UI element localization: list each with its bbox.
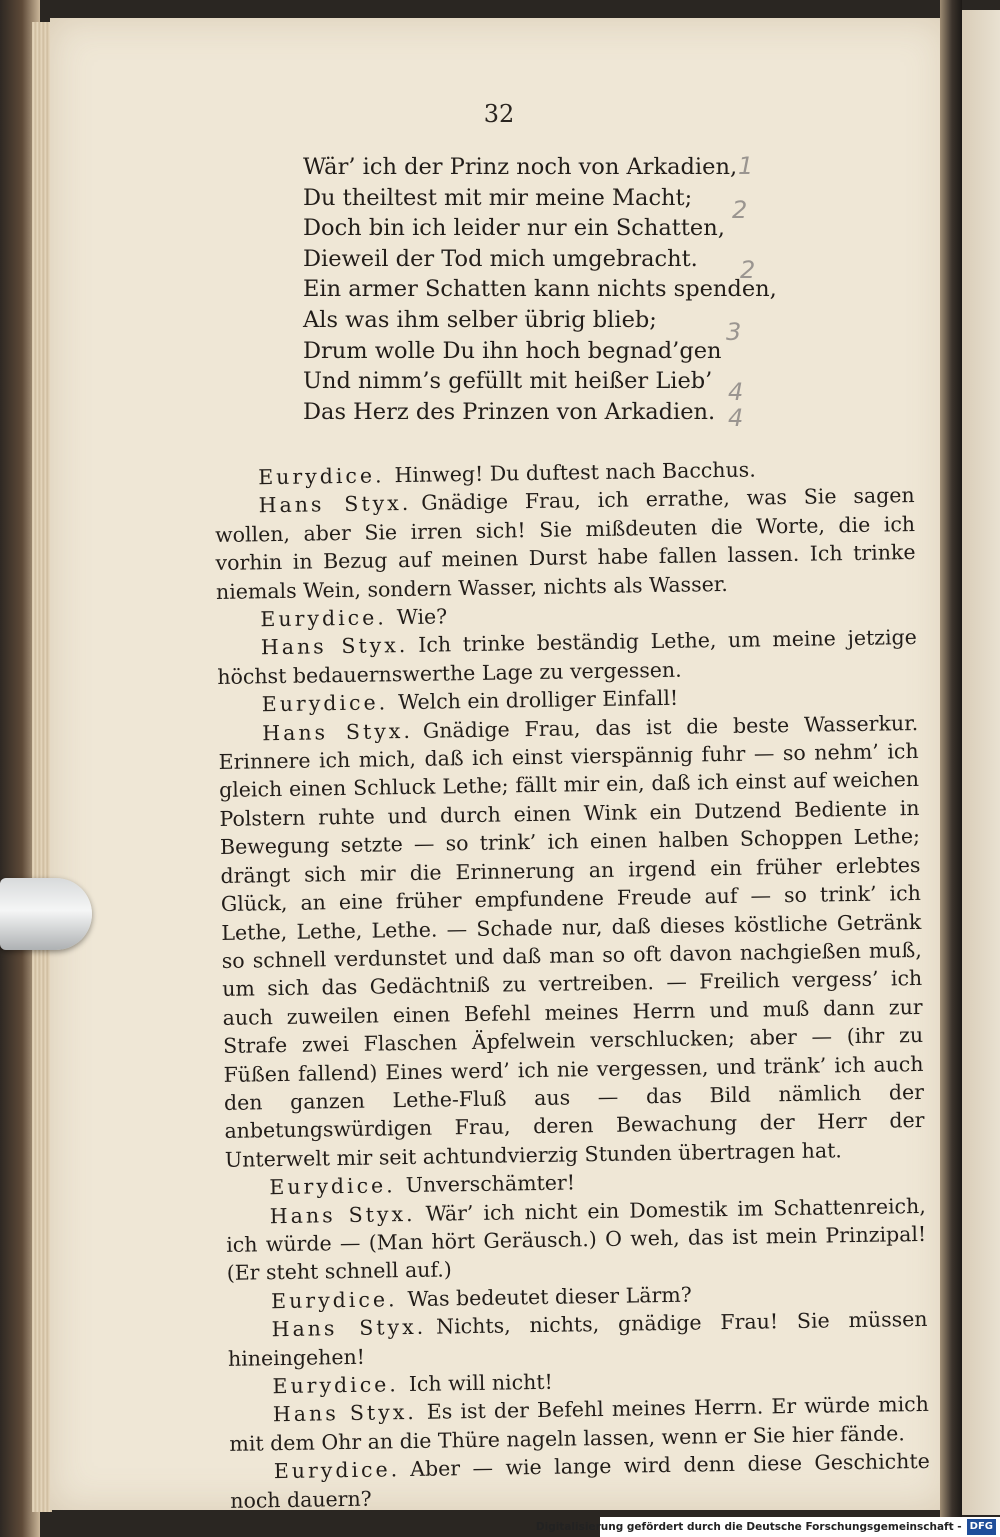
pencil-mark: 4 bbox=[728, 404, 744, 432]
poem-line: Drum wolle Du ihn hoch begnad’gen bbox=[303, 337, 722, 364]
speaker-name: Hans Styx. bbox=[269, 1201, 416, 1228]
pencil-mark: 4 bbox=[728, 378, 744, 406]
pencil-mark: 2 bbox=[732, 196, 748, 224]
speech-text: Ich trinke beständig Lethe, um meine jetzige höchst bedauernswerthe Lage zu vergessen. bbox=[217, 625, 917, 689]
speaker-name: Hans Styx. bbox=[260, 633, 409, 660]
speech-text: Unverschämter! bbox=[405, 1170, 576, 1198]
page-stack-edge bbox=[32, 22, 52, 1512]
poem-line: Als was ihm selber übrig blieb; bbox=[303, 306, 657, 333]
book-gutter bbox=[940, 0, 962, 1537]
dialogue-paragraph bbox=[214, 481, 916, 606]
speaker-name: Eurydice. bbox=[269, 1173, 396, 1200]
poem-line: Wär’ ich der Prinz noch von Arkadien, bbox=[303, 154, 738, 180]
speech-text: Wär’ ich nicht ein Domestik im Schattenreich, ich würde — (Man hört Geräusch.) O weh, das ist mein Prinzipal! (Er steht schnell auf.) bbox=[226, 1193, 927, 1286]
pencil-annotations bbox=[724, 152, 784, 452]
speaker-name: Eurydice. bbox=[258, 463, 385, 490]
footer-credit: Digitalisierung gefördert durch die Deutsche Forschungsgemeinschaft - bbox=[535, 1521, 962, 1533]
speech-text: Gnädige Frau, das ist die beste Wasserkur. Erinnere ich mich, daß ich einst vierspännig fuhr — so nehm’ ich gleich einen Schluck Lethe; fällt mir ein, daß ich einst auf weichen Polstern ruhte und durch einen Wink ein Dutzend Bediente in Bewegung setzte — so trink’ ich einen halben Schoppen Lethe; drängt sich mir die Erinnerung an irgend ein früher erlebtes Glück, an eine früher empfundene Freude auf — so trink’ ich Lethe, Lethe, Lethe. — Schade nur, daß dieses köstliche Getränk so schnell verdunstet und daß man so oft davon nachgießen muß, um sich das Gedächtniß zu vertreiben. — Freilich vergess’ ich auch zuweilen einen Befehl meines Herrn und muß dann zur Strafe zwei Flaschen Äpfelwein verschlucken; aber — (ihr zu Füßen fallend) Eines werd’ ich nie vergessen, und tränk’ ich auch den ganzen Lethe-Fluß aus — das Bild nämlich der anbetungswürdigen Frau, deren Bewachung der Herr der Unterwelt mir seit achtundvierzig Stunden übertragen hat. bbox=[218, 710, 925, 1172]
speaker-name: Eurydice. bbox=[272, 1372, 400, 1399]
poem-line: Doch bin ich leider nur ein Schatten, bbox=[303, 215, 725, 242]
page-clip bbox=[0, 878, 92, 950]
speaker-name: Hans Styx. bbox=[271, 1314, 427, 1342]
pencil-mark: 1 bbox=[738, 152, 754, 180]
speech-text: Wie? bbox=[396, 604, 448, 630]
speech-text: Was bedeutet dieser Lärm? bbox=[407, 1282, 692, 1311]
footer-bar bbox=[535, 1517, 1000, 1537]
speaker-name: Eurydice. bbox=[273, 1457, 401, 1484]
speaker-name: Hans Styx. bbox=[262, 718, 414, 745]
speaker-name: Hans Styx. bbox=[272, 1400, 418, 1427]
speech-text: Ich will nicht! bbox=[408, 1369, 553, 1397]
poem-line: Dieweil der Tod mich umgebracht. bbox=[303, 245, 698, 272]
speaker-name: Eurydice. bbox=[260, 605, 387, 632]
speech-text: Welch ein drolliger Einfall! bbox=[397, 685, 679, 715]
dfg-logo-icon: DFG bbox=[967, 1519, 996, 1535]
pencil-mark: 3 bbox=[726, 318, 742, 346]
page-number: 32 bbox=[483, 100, 515, 128]
facing-page-edge bbox=[962, 10, 1000, 1515]
poem-line: Du theiltest mit mir meine Macht; bbox=[303, 184, 693, 211]
dialogue-text bbox=[214, 453, 930, 1515]
speaker-name: Eurydice. bbox=[261, 690, 389, 717]
poem-line: Ein armer Schatten kann nichts spenden, bbox=[303, 276, 777, 303]
speech-text: Aber — wie lange wird denn diese Geschichte noch dauern? bbox=[230, 1449, 930, 1513]
speaker-name: Hans Styx. bbox=[258, 491, 412, 518]
speaker-name: Eurydice. bbox=[270, 1287, 398, 1313]
speech-text: Hinweg! Du duftest nach Bacchus. bbox=[394, 457, 756, 488]
speech-text: Nichts, nichts, gnädige Frau! Sie müssen hineingehen! bbox=[227, 1307, 928, 1371]
book-page bbox=[50, 18, 948, 1513]
poem-line: Das Herz des Prinzen von Arkadien. bbox=[303, 398, 716, 425]
speech-text: Gnädige Frau, ich errathe, was Sie sagen wollen, aber Sie irren sich! Sie mißdeuten die Worte, die ich vorhin in Bezug auf meinen Durst habe fallen lassen. Ich trinke niemals Wein, sondern Wasser, nichts als Wasser. bbox=[214, 483, 916, 604]
speech-text: Es ist der Befehl meines Herrn. Er würde mich mit dem Ohr an die Thüre nageln lassen, wenn er Sie hier fände. bbox=[229, 1392, 930, 1456]
pencil-mark: 2 bbox=[740, 256, 756, 284]
poem-line: Und nimm’s gefüllt mit heißer Lieb’ bbox=[303, 368, 713, 395]
dialogue-paragraph bbox=[218, 709, 925, 1174]
dialogue-paragraph bbox=[226, 1191, 927, 1287]
dialogue-paragraph bbox=[230, 1447, 931, 1515]
